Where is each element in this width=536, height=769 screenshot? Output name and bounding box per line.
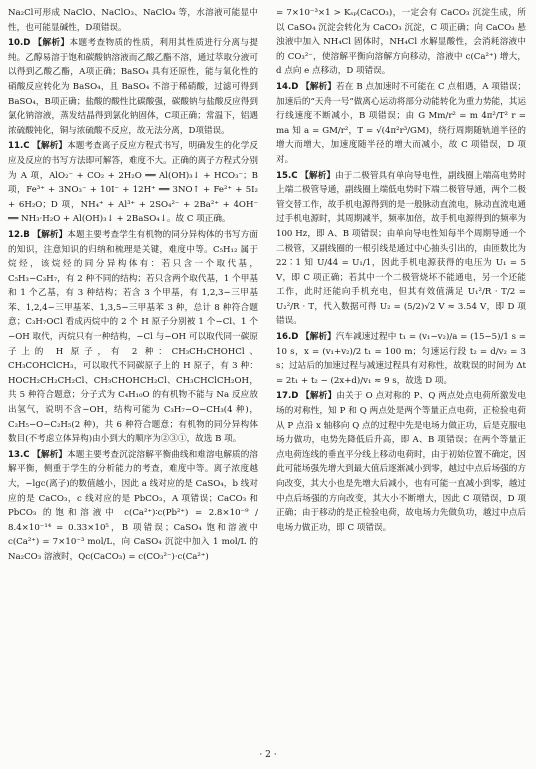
answer-text: 本题考查离子反应方程式书写，明确发生的化学反应及反应的书写方法即可解答，难度不大。正确的离子方程式分别为 A 项，AlO₂⁻ + CO₂ + 2H₂O ══ Al(OH)₃↓ + HCO₃⁻；B 项，Fe³⁺ + 3NO₃⁻ + 10I⁻ + 12H⁺ ══ 3NO↑ + Fe²⁺ + 5I₂ + 6H₂O；D 项，NH₄⁺ + Al³⁺ + 2SO₄²⁻ + 2Ba²⁺ + 4OH⁻ ══ NH₃·H₂O + Al(OH)₃↓ + 2BaSO₄↓。故 C 项正确。: [8, 141, 258, 225]
analysis-tag: 【解析】: [301, 332, 336, 343]
answer-number: 10.D: [8, 38, 31, 49]
answer-paragraph: [8, 228, 258, 447]
answer-paragraph: [8, 36, 258, 138]
analysis-tag: 【解析】: [32, 449, 68, 460]
analysis-tag: 【解析】: [33, 38, 70, 49]
analysis-tag: 【解析】: [300, 170, 336, 181]
answer-number: 12.B: [8, 229, 30, 240]
analysis-tag: 【解析】: [32, 229, 68, 240]
analysis-tag: 【解析】: [32, 141, 68, 152]
answer-number: 13.C: [8, 449, 30, 460]
answer-text: Na₂Cl可形成 NaClO、NaClO₃、NaClO₄ 等，水溶液可能显中性，也可能显碱性，D项错误。: [8, 8, 258, 33]
answer-text: = 7×10⁻³×1 > Kₛₚ(CaCO₃)，一定会有 CaCO₃ 沉淀生成，所以 CaSO₄ 沉淀会转化为 CaCO₃ 沉淀，C 项正确；向 CaCO₃ 悬浊液中加入 NH₄Cl 固体时，NH₄Cl 水解显酸性，会消耗溶液中的 CO₃²⁻，使溶解平衡向溶解方向移动，溶液中 c(Ca²⁺) 增大，d 点向 e 点移动，D 项错误。: [276, 8, 526, 77]
analysis-tag: 【解析】: [301, 81, 337, 92]
answer-paragraph: [8, 139, 258, 227]
answer-text: 本题主要考查沉淀溶解平衡曲线和难溶电解质的溶解平衡，侧重于学生的分析能力的考查，难度中等。离子浓度越大，−lgc(离子)的数值越小，因此 a 线对应的是 CaSO₄，b 线对应的是 CaCO₃，c 线对应的是 PbCO₃，A 项错误；CaCO₃ 和 PbCO₃ 的饱和溶液中 c(Ca²⁺)∶c(Pb²⁺) = 2.8×10⁻⁹ / 8.4×10⁻¹⁴ = 0.33×10⁵，B 项错误；CaSO₄ 饱和溶液中 c(Ca²⁺) = 7×10⁻³ mol/L，向 CaSO₄ 沉淀中加入 1 mol/L 的 Na₂CO₃ 溶液时，Qᴄ(CaCO₃) = c(CO₃²⁻)·c(Ca²⁺): [8, 449, 258, 562]
right-column: [276, 6, 526, 536]
answer-number: 15.C: [276, 170, 298, 181]
answer-text: 由于二极管具有单向导电性，副线圈上端高电势时上端二极管导通，副线圈上端低电势时下端二极管导通，两个二极管交替工作，故手机电源得到的是一般脉动直流电，脉动直流电通过手机电源时，其周期减半，频率加倍，故手机电源得到的频率为 100 Hz，即 A、B 项错误；由单向导电性知每半个周期导通一个二极管，又副线圈的一根引线是通过中心抽头引出的，由匝数比为 22∶1 知 U/44 = U₁/1，因此手机电源获得的电压为 U₁ = 5 V，即 C 项正确；若其中一个二极管烧坏不能通电，另一个还能工作，此时还能向手机充电，但其有效值满足 U₁²/R · T/2 = U₂²/R · T，代入数据可得 U₂ = (5/2)√2 V ≈ 3.54 V，即 D 项错误。: [276, 170, 526, 327]
answer-paragraph: [8, 6, 258, 35]
page-number: · 2 ·: [259, 750, 277, 760]
answer-text: 若在 B 点加速时不可能在 C 点相遇，A 项错误；加速后的“天舟一号”做离心运动将部分动能转化为重力势能，其运行线速度不断减小，B 项错误；由 G Mm/r² = m 4π²/T² r = ma 知 a = GM/r²，T = √(4π²r³/GM)，绕行周期随轨道半径的增大而增大，加速度随半径的增大而减小，故 C 项错误，D 项对。: [276, 81, 527, 165]
answer-number: 17.D: [276, 391, 299, 402]
answer-paragraph: [276, 80, 526, 168]
answer-text: 由关于 O 点对称的 P、Q 两点处点电荷所激发电场的对称性，知 P 和 Q 两点处是两个等量正点电荷，正检验电荷从 P 点沿 x 轴移向 Q 点的过程中先是电场力做正功，后是克服电场力做功，电势先降低后升高，即 A、B 项错误；在两个等量正点电荷连线的垂直平分线上移动电荷时，由于初始位置不确定，因此可能场强先增大到最大值后逐渐减小到零，越过中点后场强的方向改变，其大小也是先增大后减小，也有可能一直减小到零，越过中点后场强的方向改变，其大小不断增大，因此 C 项错误，D 项正确；由于移动的是正检验电荷，故电场力先做负功，越过中点后电场力做正功，即 C 项错误。: [276, 391, 526, 533]
analysis-tag: 【解析】: [301, 391, 337, 402]
answer-paragraph: [8, 448, 258, 565]
answer-paragraph: [276, 6, 526, 79]
answer-text: 本题主要考查学生有机物的同分异构体的书写方面的知识，注意知识的归纳和梳理是关键，难度中等。C₅H₁₂ 属于烷烃，该烷烃的同分异构体有：若只含一个取代基，C₅H₃−C₃H₇，有 2 种不同的结构；若只含两个取代基，1 个甲基和 1 个乙基，有 3 种结构；若含 3 个甲基，有 1,2,3−三甲基苯、1,2,4−三甲基苯、1,3,5−三甲基苯 3 种，总计 8 种符合题意；C₃H₇OCl 看成丙烷中的 2 个 H 原子分别被 1 个−Cl、1 个−OH 取代，丙烷只有一种结构，−Cl 与−OH 可以取代同一碳原子上的 H 原子，有 2 种：CH₃CH₂CHOHCl、CH₃COHClCH₃，可以取代不同碳原子上的 H 原子，有 3 种：HOCH₂CH₂CH₂Cl、CH₃CHOHCH₂Cl、CH₃CHClCH₂OH，共 5 种符合题意；分子式为 C₄H₁₀O 的有机物不能与 Na 反应放出氢气，说明不含−OH，结构可能为 C₃H₇−O−CH₃(4 种)，C₂H₅−O−C₂H₅(2 种)，共 6 种符合题意；有机物的同分异构体数目(不考虑立体异构)由小到大的顺序为②③①，故选 B 项。: [8, 229, 258, 445]
answer-paragraph: [276, 169, 526, 330]
answer-text: 本题考查物质的性质，利用其性质进行分离与提纯。乙醇易溶于饱和碳酸钠溶液而乙酸乙酯不溶，通过萃取分液可以得到乙酸乙酯，A项正确；BaSO₄ 具有还原性，能与氧化性的硝酸反应转化为 BaSO₄，且 BaSO₄ 不溶于稀硝酸，过滤可得到 BaSO₄，B项正确；盐酸的酸性比碳酸强，碳酸钠与盐酸反应得到氯化钠溶液，蒸发结晶得到氯化钠固体，C项正确；常温下，铝遇浓硫酸钝化，铜与浓硫酸不反应，故无法分离，D项错误。: [8, 38, 258, 136]
answer-paragraph: [276, 389, 526, 535]
answer-paragraph: [276, 330, 526, 388]
answer-text: 汽车减速过程中 t₁ = (v₁−v₂)/a = (15−5)/1 s = 10 s，x = (v₁+v₂)/2 t₁ = 100 m；匀速运行段 t₂ = d/v₂ = 3 s；过站后的加速过程与减速过程具有对称性，故耽误的时间为 Δt = 2t₁ + t₂ − (2x+d)/v₁ ≈ 9 s，故选 D 项。: [276, 332, 526, 386]
answer-number: 14.D: [276, 81, 299, 92]
answer-number: 11.C: [8, 141, 30, 152]
answer-number: 16.D: [276, 332, 299, 343]
left-column: [8, 6, 258, 566]
